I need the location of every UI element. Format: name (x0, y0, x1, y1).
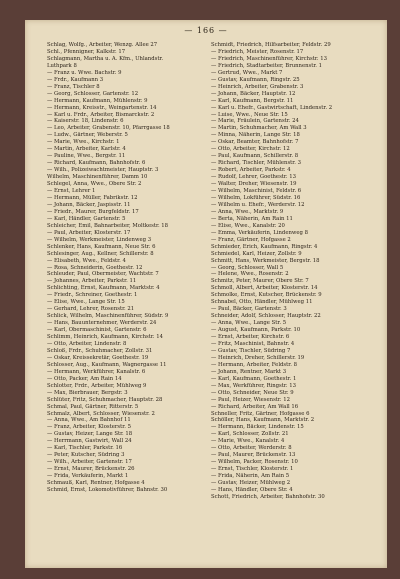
directory-entry: — Wilh., Polizeiwachtmeister, Hauptstr. 3 (47, 167, 159, 174)
directory-entry: Schnabel, Otto, Händler, Mühlweg 11 (211, 299, 313, 306)
directory-entry: — Paul, Arbeiter, Klosterstr. 17 (47, 229, 131, 236)
directory-entry: Schleicher, Emil, Bahnarbeiter, Moltkestr. 18 (47, 222, 169, 229)
directory-entry: Schmal, Paul, Gärtner, Ritterstr. 5 (47, 403, 139, 410)
directory-entry: Schlüter, Fritz, Schuhmacher, Hauptstr. 28 (47, 396, 163, 403)
directory-entry: — Ernst, Maurer, Brückenstr. 26 (47, 466, 135, 473)
directory-entry: Schmauß, Karl, Rentner, Hofgasse 4 (47, 480, 145, 487)
directory-entry: — Wilhelm, Packer, Rosenstr. 10 (211, 459, 298, 466)
directory-entry: — Martin, Schuhmacher, Am Wall 3 (211, 125, 307, 132)
directory-entry: Schneider, Adolf, Schlosser, Hauptstr. 22 (211, 313, 321, 320)
directory-page (25, 20, 387, 568)
directory-entry: — Otto, Arbeiter, Kirchstr. 12 (211, 146, 290, 153)
directory-entry: Schlegel, Anna, Wwe., Obere Str. 2 (47, 181, 142, 188)
directory-entry: — Johann, Bäcker, Jaspisstr. 11 (47, 201, 131, 208)
directory-entry: — Rosa, Schneiderin, Goethestr. 12 (47, 264, 143, 271)
directory-entry: — Berta, Näherin, Am Rain 11 (211, 215, 293, 222)
directory-entry: — Minna, Näherin, Lange Str. 18 (211, 132, 300, 139)
directory-entry: — Fritz, Maschinist, Bahnstr. 4 (211, 340, 295, 347)
directory-entry: — Paul, Bäcker, Gartenstr. 3 (211, 306, 287, 313)
directory-entry: — Franz u. Wwe. Bachstr. 9 (47, 69, 122, 76)
directory-entry: Schlagmann, Martha u. A. Kfm., Uhlandstr. (47, 55, 164, 62)
directory-entry: Schmidt, Friedrich, Hilfsarbeiter, Feldstr. 29 (211, 42, 331, 48)
directory-entry: — Paul, Kaufmann, Schillerstr. 8 (211, 153, 299, 160)
directory-entry: Schott, Friedrich, Arbeiter, Bahnhofstr. 30 (211, 493, 325, 500)
directory-entry: Schmid, Ernst, Lokomotivführer, Bahnstr. 30 (47, 487, 168, 493)
directory-entry: — Martin, Arbeiter, Karlstr. 4 (47, 146, 126, 153)
directory-entry: Schlenker, Hans, Kaufmann, Neue Str. 6 (47, 243, 156, 250)
directory-entry: — Gustav, Heizer, Mühlweg 2 (211, 480, 291, 487)
directory-entry: — Karl, Obermaschinist, Gartenstr. 6 (47, 327, 147, 334)
directory-entry: — Elise, Wwe., Lange Str. 15 (47, 299, 125, 306)
directory-entry: — Franz, Arbeiter, Klosterstr. 5 (47, 424, 131, 431)
directory-entry: — Hermann, Arbeiter, Feldstr. 8 (211, 361, 297, 368)
directory-entry: — Hans, Bauunternehmer, Werderstr. 24 (47, 320, 157, 327)
directory-entry: — Elisabeth, Wwe., Feldstr. 4 (47, 257, 126, 264)
directory-entry: — Wilh., Arbeiter, Gartenstr. 17 (47, 459, 132, 466)
directory-entry: — Herrmann, Gastwirt, Wall 24 (47, 438, 132, 445)
directory-entry: — Leo, Arbeiter, Grabenstr. 10, Pfarrgasse 18 (47, 125, 170, 132)
directory-entry: — Marie, Fräulein, Gartenstr. 24 (211, 118, 299, 125)
directory-entry: — Gustav, Heizer, Lange Str. 18 (47, 431, 133, 438)
directory-entry: — Wilhelm, Lokführer, Südstr. 16 (211, 194, 301, 201)
directory-entry: — Paul, Maurer, Brückenstr. 13 (211, 452, 296, 459)
directory-entry: — Richard, Kaufmann, Bahnhofstr. 6 (47, 160, 146, 167)
directory-entry: — Johann, Rentner, Markt 3 (211, 368, 287, 375)
directory-entry: — Peter, Kutscher, Südring 3 (47, 452, 125, 459)
directory-entry: — Hermann, Kreisstr., Weingartenstr. 14 (47, 104, 157, 111)
directory-entry: — Anna, Wwe., Am Bahnhof 11 (47, 417, 131, 424)
directory-entry: — Johannes, Arbeiter, Parkstr. 11 (47, 278, 137, 285)
directory-entry: — Heinrich, Arbeiter, Grabenstr. 3 (211, 83, 304, 90)
directory-entry: — Gustav, Kaufmann, Ringstr. 25 (211, 76, 300, 83)
directory-entry: — Kaiserstr. 18, Lindenstr. 6 (47, 118, 124, 125)
directory-entry: Schmieder, Erich, Kaufmann, Ringstr. 4 (211, 243, 318, 250)
directory-entry: — Walter, Dreher, Wiesenstr. 19 (211, 181, 297, 188)
directory-entry: — Ernst, Arbeiter, Kirchstr. 6 (211, 334, 290, 341)
directory-entry: — Otto, Arbeiter, Lindenstr. 8 (47, 340, 127, 347)
left-column (47, 42, 217, 494)
directory-entry: — Frdr., Kaufmann 3 (47, 76, 104, 83)
directory-entry: — Friedr., Schreiner, Goethestr. 1 (47, 292, 138, 299)
directory-entry: Schmolke, Ernst, Kutscher, Brückenstr. 9 (211, 292, 322, 299)
directory-entry: — Marie, Wwe., Kanalstr. 4 (211, 438, 285, 445)
directory-entry: — Hermann, Müller, Fabrikstr. 12 (47, 194, 138, 201)
directory-entry: — Anna, Wwe., Lange Str. 5 (211, 320, 287, 327)
directory-entry: — Wilhelm u. Ehefr., Werderstr. 12 (211, 201, 305, 208)
directory-entry: — Anna, Wwe., Marktstr. 9 (211, 208, 284, 215)
directory-entry: — Friedrich, Stadtarbeiter, Brunnenstr. 1 (211, 62, 323, 69)
directory-entry: Schmitt, Hans, Werkmeister, Bergstr. 18 (211, 257, 320, 264)
directory-entry: — Karl u. Frdr., Arbeiter, Bismarckstr. 2 (47, 111, 155, 118)
directory-entry: — Richard, Arbeiter, Am Wall 16 (211, 403, 299, 410)
page-number: — 166 — (184, 26, 228, 35)
directory-entry: Schlag, Wolfg., Arbeiter, Wenzg. Allee 27 (47, 42, 158, 48)
directory-entry: — Pauline, Wwe., Bergstr. 11 (47, 153, 126, 160)
directory-entry: — Franz, Gärtner, Hofgasse 2 (211, 236, 291, 243)
directory-entry: — Karl, Händler, Gartenstr. 5 (47, 215, 126, 222)
directory-entry: — Ernst, Tischler, Klosterstr. 1 (211, 466, 294, 473)
directory-entry: — Karl, Tischler, Parkstr. 16 (47, 445, 123, 452)
directory-entry: — Gerhard, Lehrer, Rosenstr. 21 (47, 306, 135, 313)
directory-entry: — Hermann, Kaufmann, Mühlenstr. 9 (47, 97, 148, 104)
directory-entry: — Karl u. Ehefr., Gastwirtschaft, Lindenstr. 2 (211, 104, 333, 111)
directory-entry: — Ludw., Gärtner, Weberstr. 5 (47, 132, 128, 139)
right-column (211, 42, 381, 501)
directory-entry: — Max, Werkführer, Ringstr. 13 (211, 382, 296, 389)
directory-entry: Schlick, Wilhelm, Maschinenführer, Südstr. 9 (47, 313, 169, 320)
directory-entry: — Otto, Arbeiter, Werderstr. 8 (211, 445, 292, 452)
directory-entry: — Johann, Bäcker, Hauptstr. 12 (211, 90, 296, 97)
directory-entry: — Otto, Schneider, Neue Str. 9 (211, 389, 294, 396)
directory-entry: Schloß, Frdr., Schuhmacher, Zollstr. 31 (47, 347, 153, 354)
directory-entry: — Paul, Heizer, Wiesenstr. 12 (211, 396, 290, 403)
directory-entry: — Elise, Wwe., Kanalstr. 20 (211, 222, 285, 229)
directory-entry: — Franz, Tischler 8 (47, 83, 100, 90)
directory-entry: — Friedr., Maurer, Burgfeldstr. 17 (47, 208, 139, 215)
directory-entry: Schmiedel, Karl, Heizer, Zollstr. 9 (211, 250, 302, 257)
directory-entry: Luthpark 8 (47, 62, 77, 69)
directory-entry: — Georg, Schlosser, Wall 5 (211, 264, 284, 271)
directory-entry: Schlimm, Heinrich, Kaufmann, Kirchstr. 14 (47, 334, 163, 341)
directory-entry: — Hermann, Bäcker, Lindenstr. 15 (211, 424, 304, 431)
directory-entry: — Gustav, Tischler, Südring 7 (211, 347, 291, 354)
directory-entry: — Luise, Wwe., Neue Str. 15 (211, 111, 288, 118)
directory-entry: — August, Kaufmann, Parkstr. 10 (211, 327, 301, 334)
directory-entry: — Helene, Wwe., Rosenstr. 2 (211, 271, 289, 278)
directory-entry: Wilhelm, Maschinenführer, Damm 10 (47, 174, 148, 181)
directory-entry: — Georg, Schlosser, Gartenstr. 12 (47, 90, 139, 97)
directory-entry: Schleuder, Paul, Obermeister, Wachtstr. 7 (47, 271, 159, 278)
directory-entry: Schlesinger, Aug., Kellner, Schillerstr. 8 (47, 250, 154, 257)
directory-entry: Schlichting, Ernst, Kaufmann, Marktstr. 4 (47, 285, 160, 292)
directory-entry: Schöller, Hans, Kaufmann, Marktstr. 2 (211, 417, 315, 424)
directory-entry: — Richard, Tischler, Mühlenstr. 3 (211, 160, 301, 167)
directory-entry: — Wilhelm, Maschinist, Feldstr. 6 (211, 188, 302, 195)
directory-entry: — Gertrud, Wwe., Markt 7 (211, 69, 283, 76)
directory-entry: — Oskar, Beamter, Bahnhofstr. 7 (211, 139, 299, 146)
directory-entry: — Oskar, Kreissekretär, Goethestr. 19 (47, 354, 149, 361)
directory-entry: Schmitz, Peter, Maurer, Obere Str. 7 (211, 278, 309, 285)
directory-entry: — Frida, Näherin, Am Rain 5 (211, 473, 290, 480)
directory-entry: — Max, Bierbrauer, Bergstr. 3 (47, 389, 128, 396)
directory-entry: — Marie, Wwe., Kirchstr. 1 (47, 139, 120, 146)
directory-entry: Schmoll, Albert, Arbeiter, Klosterstr. 14 (211, 285, 318, 292)
directory-entry: — Wilhelm, Werkmeister, Lindenweg 3 (47, 236, 152, 243)
directory-entry: — Karl, Kaufmann, Bergstr. 11 (211, 97, 294, 104)
directory-entry: — Rudolf, Lehrer, Goethestr. 13 (211, 174, 296, 181)
directory-entry: Schlosser, Aug., Kaufmann, Wagnergasse 11 (47, 361, 167, 368)
directory-entry: — Friedrich, Maschinenführer, Kirchstr. 13 (211, 55, 327, 62)
directory-entry: Schl., Pfennigner, Kalkstr. 17 (47, 48, 126, 55)
directory-entry: — Hans, Händler, Obere Str. 4 (211, 487, 293, 493)
directory-entry: Schneller, Fritz, Gärtner, Hofgasse 6 (211, 410, 310, 417)
directory-entry: Schlotter, Frdr., Arbeiter, Mühlweg 9 (47, 382, 147, 389)
directory-entry: — Robert, Arbeiter, Parkstr. 4 (211, 167, 291, 174)
directory-entry: — Emma, Verkäuferin, Lindenweg 8 (211, 229, 308, 236)
directory-entry: — Otto, Packer, Am Rain 14 (47, 375, 122, 382)
directory-entry: Schmalz, Albert, Schlosser, Wiesenstr. 2 (47, 410, 155, 417)
directory-entry: — Ernst, Lehrer 1 (47, 188, 96, 195)
directory-entry: — Karl, Schlosser, Zollstr. 21 (211, 431, 289, 438)
directory-entry: — Hermann, Werkführer, Kanalstr. 6 (47, 368, 146, 375)
directory-entry: — Karl, Kaufmann, Goethestr. 1 (211, 375, 297, 382)
directory-entry: — Heinrich, Dreher, Schillerstr. 19 (211, 354, 305, 361)
directory-entry: — Frida, Verkäuferin, Markt 1 (47, 473, 129, 480)
directory-entry: — Friedrich, Meister, Rosenstr. 17 (211, 48, 304, 55)
